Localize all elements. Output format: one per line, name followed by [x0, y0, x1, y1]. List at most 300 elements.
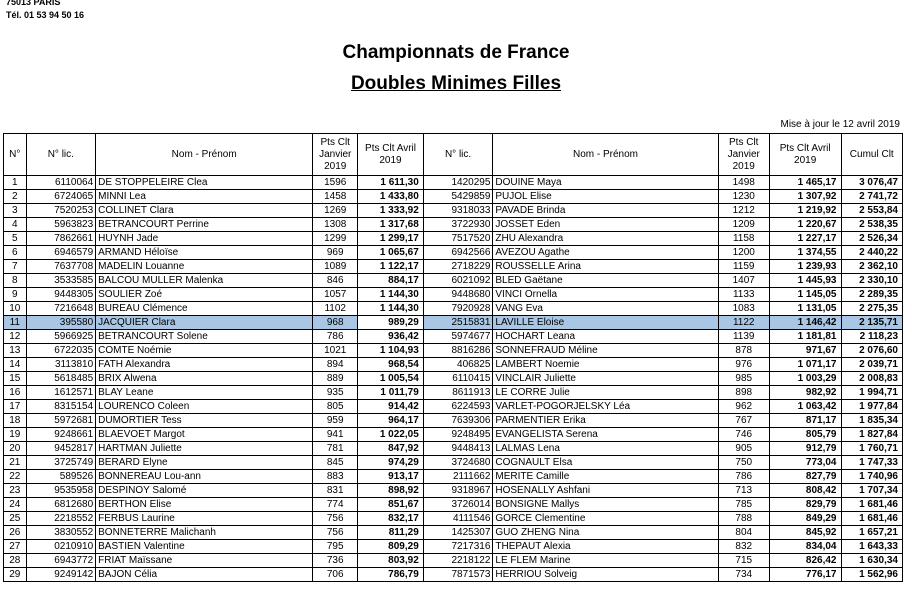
cell-license-2: 8816286 — [423, 344, 493, 358]
cell-pts-jan-1: 736 — [313, 554, 358, 568]
cell-cumul: 2 135,71 — [841, 316, 903, 330]
cell-pts-jan-2: 734 — [718, 568, 769, 582]
cell-license-2: 7871573 — [423, 568, 493, 582]
cell-pts-apr-1: 1 022,05 — [358, 428, 424, 442]
cell-rank: 13 — [4, 344, 27, 358]
cell-cumul: 1 707,34 — [841, 484, 903, 498]
cell-name-1: FERBUS Laurine — [96, 512, 313, 526]
cell-pts-jan-1: 1089 — [313, 260, 358, 274]
cell-name-1: HARTMAN Juliette — [96, 442, 313, 456]
cell-rank: 6 — [4, 246, 27, 260]
cell-name-2: LAMBERT Noemie — [493, 358, 718, 372]
cell-cumul: 2 118,23 — [841, 330, 903, 344]
col-header-name-2: Nom - Prénom — [493, 134, 718, 176]
cell-license-2: 2718229 — [423, 260, 493, 274]
cell-pts-apr-1: 832,17 — [358, 512, 424, 526]
cell-license-2: 3726014 — [423, 498, 493, 512]
cell-pts-jan-1: 1269 — [313, 204, 358, 218]
cell-pts-jan-1: 1057 — [313, 288, 358, 302]
cell-rank: 15 — [4, 372, 27, 386]
cell-rank: 7 — [4, 260, 27, 274]
cell-license-2: 9318033 — [423, 204, 493, 218]
cell-pts-jan-1: 1102 — [313, 302, 358, 316]
table-row — [4, 190, 903, 204]
cell-rank: 16 — [4, 386, 27, 400]
cell-cumul: 1 643,33 — [841, 540, 903, 554]
cell-name-2: BONSIGNE Mallys — [493, 498, 718, 512]
cell-pts-jan-2: 785 — [718, 498, 769, 512]
cell-name-1: BRIX Alwena — [96, 372, 313, 386]
cell-pts-apr-1: 974,29 — [358, 456, 424, 470]
cell-pts-jan-1: 889 — [313, 372, 358, 386]
cell-license-2: 3724680 — [423, 456, 493, 470]
cell-pts-apr-1: 1 433,80 — [358, 190, 424, 204]
cell-pts-apr-2: 1 146,42 — [769, 316, 841, 330]
cell-rank: 19 — [4, 428, 27, 442]
table-row — [4, 442, 903, 456]
table-row — [4, 526, 903, 540]
cell-pts-apr-1: 1 611,30 — [358, 176, 424, 190]
cell-name-1: DE STOPPELEIRE Clea — [96, 176, 313, 190]
cell-name-1: HUYNH Jade — [96, 232, 313, 246]
cell-name-2: EVANGELISTA Serena — [493, 428, 718, 442]
cell-pts-apr-1: 936,42 — [358, 330, 424, 344]
cell-pts-jan-2: 976 — [718, 358, 769, 372]
cell-pts-jan-1: 756 — [313, 526, 358, 540]
cell-license-2: 2218122 — [423, 554, 493, 568]
update-note: Mise à jour le 12 avril 2019 — [780, 119, 900, 130]
cell-pts-jan-2: 1230 — [718, 190, 769, 204]
cell-name-2: ROUSSELLE Arina — [493, 260, 718, 274]
cell-pts-apr-2: 1 227,17 — [769, 232, 841, 246]
cell-license-1: 9452817 — [26, 442, 96, 456]
cell-license-1: 9248661 — [26, 428, 96, 442]
table-row — [4, 554, 903, 568]
cell-cumul: 2 330,10 — [841, 274, 903, 288]
cell-name-1: FRIAT Maïssane — [96, 554, 313, 568]
cell-name-1: BERARD Elyne — [96, 456, 313, 470]
cell-pts-apr-2: 773,04 — [769, 456, 841, 470]
cell-pts-apr-2: 1 063,42 — [769, 400, 841, 414]
cell-name-1: MINNI Lea — [96, 190, 313, 204]
cell-cumul: 1 740,96 — [841, 470, 903, 484]
cell-pts-apr-2: 776,17 — [769, 568, 841, 582]
cell-rank: 20 — [4, 442, 27, 456]
cell-cumul: 2 553,84 — [841, 204, 903, 218]
cell-pts-apr-2: 1 131,05 — [769, 302, 841, 316]
cell-license-2: 7217316 — [423, 540, 493, 554]
address-line-2: Tél. 01 53 94 50 16 — [6, 10, 85, 20]
cell-pts-jan-2: 767 — [718, 414, 769, 428]
cell-pts-apr-1: 786,79 — [358, 568, 424, 582]
cell-pts-jan-1: 968 — [313, 316, 358, 330]
table-row — [4, 204, 903, 218]
cell-cumul: 1 681,46 — [841, 512, 903, 526]
table-row — [4, 400, 903, 414]
cell-pts-jan-2: 1200 — [718, 246, 769, 260]
cell-rank: 5 — [4, 232, 27, 246]
cell-cumul: 2 039,71 — [841, 358, 903, 372]
cell-license-2: 9248495 — [423, 428, 493, 442]
cell-cumul: 1 977,84 — [841, 400, 903, 414]
cell-name-2: HERRIOU Solveig — [493, 568, 718, 582]
cell-cumul: 1 562,96 — [841, 568, 903, 582]
cell-pts-jan-1: 845 — [313, 456, 358, 470]
cell-pts-apr-2: 1 219,92 — [769, 204, 841, 218]
cell-rank: 10 — [4, 302, 27, 316]
table-row — [4, 288, 903, 302]
cell-rank: 18 — [4, 414, 27, 428]
cell-cumul: 1 760,71 — [841, 442, 903, 456]
cell-license-2: 6110415 — [423, 372, 493, 386]
cell-name-1: COMTE Noémie — [96, 344, 313, 358]
cell-license-1: 8315154 — [26, 400, 96, 414]
cell-pts-jan-1: 795 — [313, 540, 358, 554]
page-subtitle: Doubles Minimes Filles — [350, 73, 562, 94]
cell-license-1: 6946579 — [26, 246, 96, 260]
cell-name-2: LE CORRE Julie — [493, 386, 718, 400]
cell-name-2: HOCHART Leana — [493, 330, 718, 344]
cell-rank: 9 — [4, 288, 27, 302]
cell-pts-apr-1: 1 005,54 — [358, 372, 424, 386]
cell-license-1: 1612571 — [26, 386, 96, 400]
table-row — [4, 428, 903, 442]
cell-pts-apr-1: 847,92 — [358, 442, 424, 456]
table-row — [4, 568, 903, 582]
cell-pts-jan-2: 832 — [718, 540, 769, 554]
cell-pts-apr-1: 1 011,79 — [358, 386, 424, 400]
cell-rank: 4 — [4, 218, 27, 232]
cell-name-2: SONNEFRAUD Méline — [493, 344, 718, 358]
cell-license-2: 4111546 — [423, 512, 493, 526]
ranking-table — [3, 133, 903, 582]
table-row — [4, 484, 903, 498]
cell-cumul: 1 630,34 — [841, 554, 903, 568]
cell-pts-jan-2: 1407 — [718, 274, 769, 288]
cell-pts-apr-1: 989,29 — [358, 316, 424, 330]
table-row — [4, 358, 903, 372]
cell-pts-jan-2: 804 — [718, 526, 769, 540]
table-row — [4, 232, 903, 246]
table-row — [4, 540, 903, 554]
cell-pts-jan-1: 774 — [313, 498, 358, 512]
cell-pts-apr-2: 912,79 — [769, 442, 841, 456]
cell-pts-apr-2: 1 145,05 — [769, 288, 841, 302]
cell-pts-apr-2: 1 239,93 — [769, 260, 841, 274]
cell-name-1: BLAY Leane — [96, 386, 313, 400]
address-line-1: 75013 PARIS — [6, 0, 61, 7]
col-header-pts-jan-1: Pts Clt Janvier 2019 — [313, 134, 358, 176]
cell-pts-jan-1: 706 — [313, 568, 358, 582]
col-header-name-1: Nom - Prénom — [96, 134, 313, 176]
cell-license-1: 5972681 — [26, 414, 96, 428]
cell-license-1: 6812680 — [26, 498, 96, 512]
cell-pts-apr-1: 803,92 — [358, 554, 424, 568]
cell-license-2: 9318967 — [423, 484, 493, 498]
cell-pts-jan-1: 1299 — [313, 232, 358, 246]
cell-name-1: LOURENCO Coleen — [96, 400, 313, 414]
cell-license-2: 9448413 — [423, 442, 493, 456]
cell-pts-apr-2: 1 003,29 — [769, 372, 841, 386]
cell-license-2: 2515831 — [423, 316, 493, 330]
cell-rank: 22 — [4, 470, 27, 484]
cell-cumul: 2 741,72 — [841, 190, 903, 204]
cell-license-2: 5974677 — [423, 330, 493, 344]
cell-rank: 21 — [4, 456, 27, 470]
cell-license-1: 9249142 — [26, 568, 96, 582]
col-header-pts-jan-2: Pts Clt Janvier 2019 — [718, 134, 769, 176]
cell-license-1: 0210910 — [26, 540, 96, 554]
cell-name-2: VANG Eva — [493, 302, 718, 316]
cell-pts-jan-1: 969 — [313, 246, 358, 260]
cell-license-1: 5966925 — [26, 330, 96, 344]
cell-pts-apr-2: 805,79 — [769, 428, 841, 442]
cell-rank: 11 — [4, 316, 27, 330]
cell-rank: 27 — [4, 540, 27, 554]
cell-license-1: 9448305 — [26, 288, 96, 302]
table-row — [4, 470, 903, 484]
cell-name-2: HOSENALLY Ashfani — [493, 484, 718, 498]
cell-pts-apr-2: 834,04 — [769, 540, 841, 554]
cell-license-1: 6722035 — [26, 344, 96, 358]
cell-pts-apr-2: 1 181,81 — [769, 330, 841, 344]
cell-pts-jan-1: 756 — [313, 512, 358, 526]
cell-rank: 8 — [4, 274, 27, 288]
cell-pts-apr-2: 808,42 — [769, 484, 841, 498]
cell-pts-jan-2: 746 — [718, 428, 769, 442]
cell-cumul: 2 526,34 — [841, 232, 903, 246]
table-row — [4, 414, 903, 428]
table-header-row — [4, 134, 903, 176]
cell-pts-apr-1: 1 144,30 — [358, 302, 424, 316]
cell-name-2: AVEZOU Agathe — [493, 246, 718, 260]
cell-name-1: BERTHON Elise — [96, 498, 313, 512]
cell-rank: 25 — [4, 512, 27, 526]
cell-rank: 29 — [4, 568, 27, 582]
table-row — [4, 512, 903, 526]
col-header-rank: N° — [4, 134, 27, 176]
cell-name-1: FATH Alexandra — [96, 358, 313, 372]
cell-license-1: 3533585 — [26, 274, 96, 288]
cell-pts-apr-1: 898,92 — [358, 484, 424, 498]
table-row — [4, 344, 903, 358]
col-header-cumul: Cumul Clt — [841, 134, 903, 176]
cell-name-1: BONNETERRE Malichanh — [96, 526, 313, 540]
cell-name-1: BAJON Célia — [96, 568, 313, 582]
cell-name-2: ZHU Alexandra — [493, 232, 718, 246]
cell-name-2: DOUINE Maya — [493, 176, 718, 190]
cell-pts-jan-2: 788 — [718, 512, 769, 526]
cell-name-2: LALMAS Lena — [493, 442, 718, 456]
cell-cumul: 2 275,35 — [841, 302, 903, 316]
cell-rank: 26 — [4, 526, 27, 540]
cell-pts-jan-2: 1498 — [718, 176, 769, 190]
cell-cumul: 2 076,60 — [841, 344, 903, 358]
cell-license-2: 7920928 — [423, 302, 493, 316]
page-title: Championnats de France — [342, 42, 570, 63]
cell-pts-apr-1: 1 144,30 — [358, 288, 424, 302]
cell-cumul: 2 289,35 — [841, 288, 903, 302]
cell-cumul: 1 835,34 — [841, 414, 903, 428]
cell-pts-apr-1: 1 299,17 — [358, 232, 424, 246]
cell-name-2: GUO ZHENG Nina — [493, 526, 718, 540]
cell-rank: 23 — [4, 484, 27, 498]
cell-license-1: 6943772 — [26, 554, 96, 568]
cell-rank: 17 — [4, 400, 27, 414]
cell-name-1: BETRANCOURT Perrine — [96, 218, 313, 232]
cell-license-1: 395580 — [26, 316, 96, 330]
cell-license-2: 2111662 — [423, 470, 493, 484]
cell-name-1: ARMAND Héloïse — [96, 246, 313, 260]
cell-rank: 3 — [4, 204, 27, 218]
cell-pts-apr-2: 1 465,17 — [769, 176, 841, 190]
cell-license-1: 9535958 — [26, 484, 96, 498]
cell-pts-apr-2: 845,92 — [769, 526, 841, 540]
cell-pts-jan-2: 1139 — [718, 330, 769, 344]
cell-rank: 12 — [4, 330, 27, 344]
cell-pts-jan-1: 894 — [313, 358, 358, 372]
cell-license-2: 406825 — [423, 358, 493, 372]
table-row — [4, 176, 903, 190]
cell-license-2: 1420295 — [423, 176, 493, 190]
cell-cumul: 1 681,46 — [841, 498, 903, 512]
cell-name-2: BLED Gaëtane — [493, 274, 718, 288]
cell-pts-apr-1: 1 122,17 — [358, 260, 424, 274]
cell-pts-jan-1: 941 — [313, 428, 358, 442]
cell-pts-jan-2: 962 — [718, 400, 769, 414]
cell-license-2: 3722930 — [423, 218, 493, 232]
cell-pts-apr-2: 849,29 — [769, 512, 841, 526]
cell-license-2: 7639306 — [423, 414, 493, 428]
cell-pts-jan-1: 781 — [313, 442, 358, 456]
table-row — [4, 218, 903, 232]
cell-rank: 14 — [4, 358, 27, 372]
cell-pts-jan-1: 1021 — [313, 344, 358, 358]
cell-pts-apr-2: 826,42 — [769, 554, 841, 568]
cell-pts-apr-2: 1 220,67 — [769, 218, 841, 232]
cell-name-2: LE FLEM Marine — [493, 554, 718, 568]
cell-license-1: 7637708 — [26, 260, 96, 274]
cell-pts-apr-1: 811,29 — [358, 526, 424, 540]
cell-name-1: BETRANCOURT Solene — [96, 330, 313, 344]
cell-pts-apr-2: 829,79 — [769, 498, 841, 512]
table-row — [4, 456, 903, 470]
cell-license-1: 3113810 — [26, 358, 96, 372]
cell-license-1: 3830552 — [26, 526, 96, 540]
cell-pts-apr-2: 827,79 — [769, 470, 841, 484]
cell-license-1: 7862661 — [26, 232, 96, 246]
cell-name-1: BALCOU MULLER Malenka — [96, 274, 313, 288]
cell-name-1: BONNEREAU Lou-ann — [96, 470, 313, 484]
cell-cumul: 1 657,21 — [841, 526, 903, 540]
cell-pts-jan-2: 1122 — [718, 316, 769, 330]
cell-pts-apr-2: 1 445,93 — [769, 274, 841, 288]
cell-license-1: 7520253 — [26, 204, 96, 218]
cell-pts-jan-2: 878 — [718, 344, 769, 358]
cell-cumul: 2 440,22 — [841, 246, 903, 260]
cell-pts-jan-1: 1308 — [313, 218, 358, 232]
cell-pts-apr-2: 871,17 — [769, 414, 841, 428]
cell-pts-jan-2: 713 — [718, 484, 769, 498]
cell-name-2: VINCLAIR Juliette — [493, 372, 718, 386]
cell-rank: 2 — [4, 190, 27, 204]
col-header-license-2: N° lic. — [423, 134, 493, 176]
table-row — [4, 372, 903, 386]
cell-pts-apr-1: 1 104,93 — [358, 344, 424, 358]
cell-pts-jan-2: 1158 — [718, 232, 769, 246]
cell-name-1: BASTIEN Valentine — [96, 540, 313, 554]
col-header-license-1: N° lic. — [26, 134, 96, 176]
cell-pts-apr-1: 968,54 — [358, 358, 424, 372]
cell-cumul: 1 827,84 — [841, 428, 903, 442]
cell-pts-jan-1: 959 — [313, 414, 358, 428]
cell-name-2: JOSSET Eden — [493, 218, 718, 232]
cell-pts-jan-2: 1133 — [718, 288, 769, 302]
cell-rank: 1 — [4, 176, 27, 190]
cell-rank: 28 — [4, 554, 27, 568]
cell-name-1: MADELIN Louanne — [96, 260, 313, 274]
cell-pts-jan-1: 786 — [313, 330, 358, 344]
cell-pts-jan-1: 935 — [313, 386, 358, 400]
cell-pts-apr-1: 913,17 — [358, 470, 424, 484]
cell-license-1: 7216648 — [26, 302, 96, 316]
table-row — [4, 274, 903, 288]
cell-pts-jan-2: 715 — [718, 554, 769, 568]
cell-name-1: DUMORTIER Tess — [96, 414, 313, 428]
cell-pts-apr-2: 1 071,17 — [769, 358, 841, 372]
cell-name-1: DESPINOY Salomé — [96, 484, 313, 498]
cell-license-2: 1425307 — [423, 526, 493, 540]
cell-pts-apr-1: 914,42 — [358, 400, 424, 414]
cell-license-1: 3725749 — [26, 456, 96, 470]
cell-license-2: 5429859 — [423, 190, 493, 204]
cell-pts-jan-2: 985 — [718, 372, 769, 386]
cell-name-2: PAVADE Brinda — [493, 204, 718, 218]
table-row — [4, 386, 903, 400]
cell-name-2: COGNAULT Elsa — [493, 456, 718, 470]
cell-license-2: 8611913 — [423, 386, 493, 400]
cell-pts-jan-2: 786 — [718, 470, 769, 484]
cell-pts-apr-1: 1 333,92 — [358, 204, 424, 218]
cell-license-2: 6021092 — [423, 274, 493, 288]
cell-name-2: PUJOL Elise — [493, 190, 718, 204]
cell-cumul: 1 994,71 — [841, 386, 903, 400]
cell-name-2: THEPAUT Alexia — [493, 540, 718, 554]
table-row — [4, 302, 903, 316]
cell-name-2: GORCE Clementine — [493, 512, 718, 526]
cell-pts-apr-1: 1 317,68 — [358, 218, 424, 232]
cell-pts-apr-1: 964,17 — [358, 414, 424, 428]
cell-pts-jan-2: 1159 — [718, 260, 769, 274]
cell-pts-jan-2: 1212 — [718, 204, 769, 218]
cell-pts-jan-2: 750 — [718, 456, 769, 470]
table-row — [4, 260, 903, 274]
cell-pts-jan-1: 805 — [313, 400, 358, 414]
cell-name-2: PARMENTIER Erika — [493, 414, 718, 428]
cell-name-2: VARLET-POGORJELSKY Léa — [493, 400, 718, 414]
cell-pts-jan-2: 1083 — [718, 302, 769, 316]
cell-pts-jan-1: 1596 — [313, 176, 358, 190]
table-row — [4, 316, 903, 330]
cell-license-1: 6724065 — [26, 190, 96, 204]
cell-license-2: 7517520 — [423, 232, 493, 246]
cell-name-1: SOULIER Zoé — [96, 288, 313, 302]
cell-cumul: 3 076,47 — [841, 176, 903, 190]
col-header-pts-apr-2: Pts Clt Avril 2019 — [769, 134, 841, 176]
cell-cumul: 2 538,35 — [841, 218, 903, 232]
cell-cumul: 2 008,83 — [841, 372, 903, 386]
table-row — [4, 246, 903, 260]
